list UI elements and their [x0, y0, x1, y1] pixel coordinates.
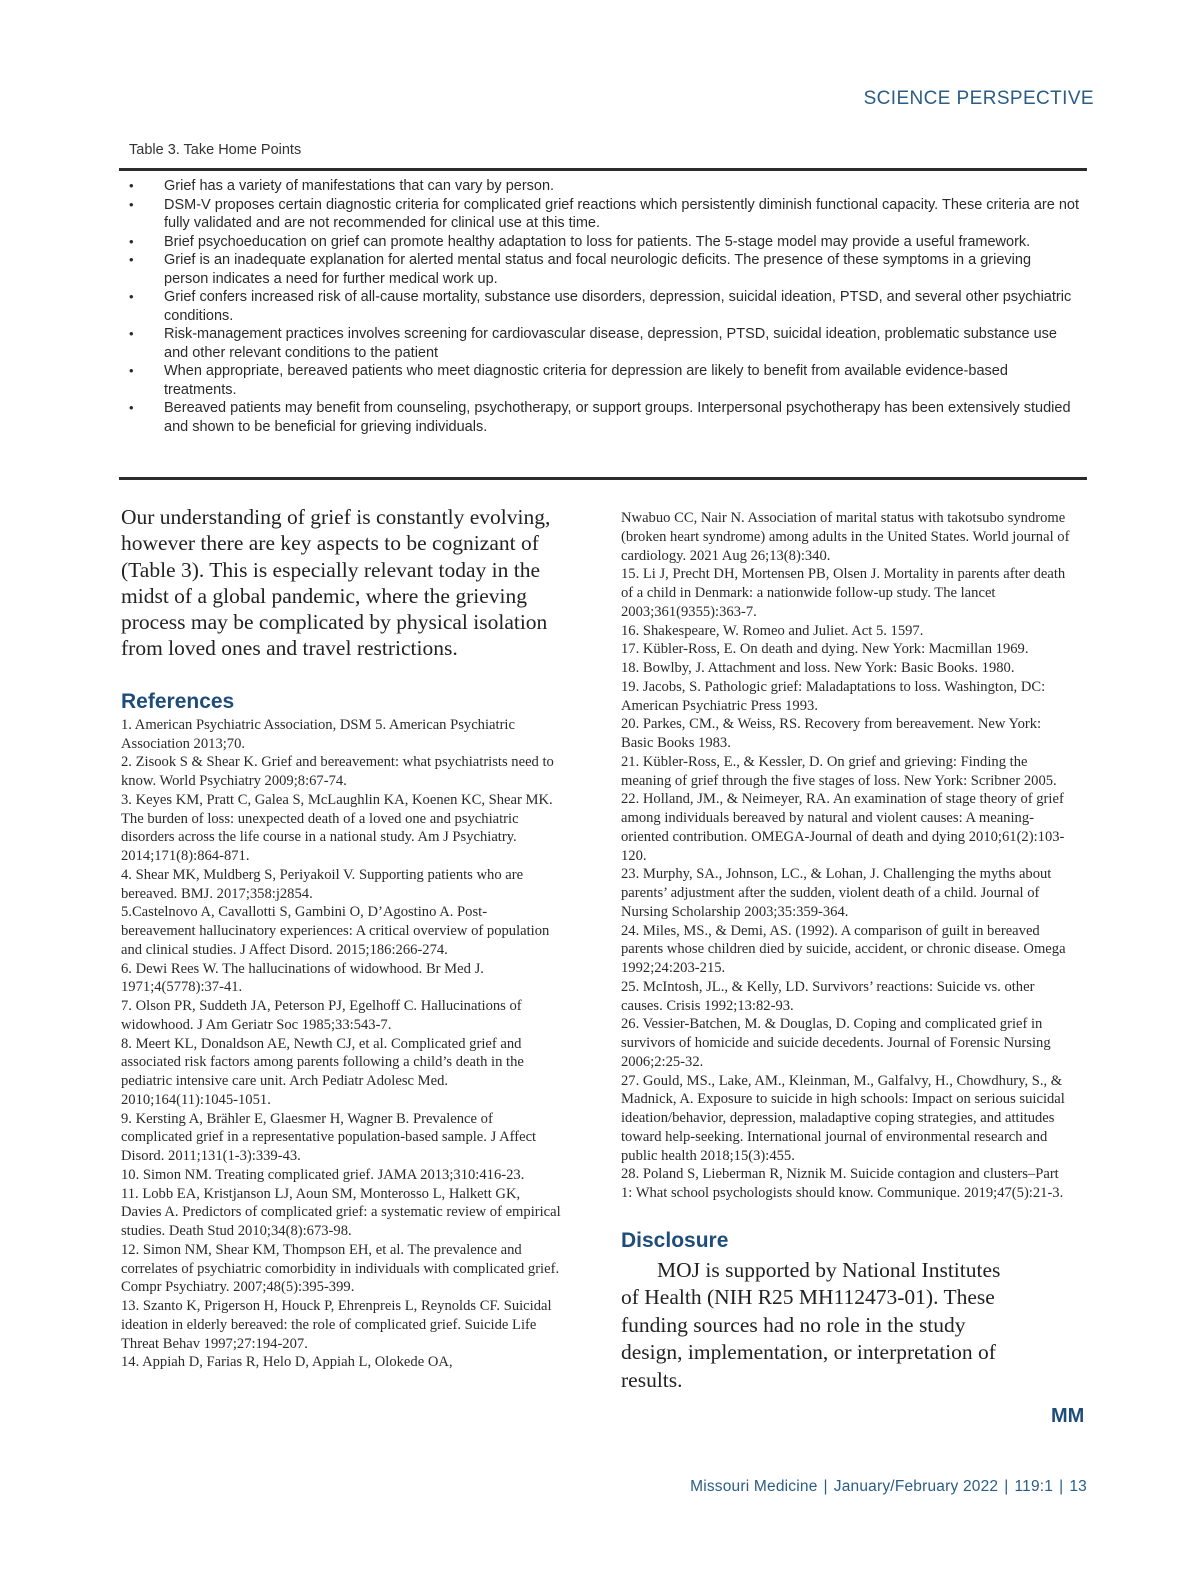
footer-separator: |	[823, 1478, 828, 1495]
reference-item: 23. Murphy, SA., Johnson, LC., & Lohan, J. Challenging the myths about parents’ adjustment after the sudden, violent death of a child. Journal of Nursing Scholarship 2003;35:359-364.	[621, 866, 1052, 920]
bullet-icon: •	[129, 289, 134, 304]
reference-item: Nwabuo CC, Nair N. Association of marital status with takotsubo syndrome (broken heart syndrome) among adults in the United States. World journal of cardiology. 2021 Aug 26;13(8):340.	[621, 510, 1070, 564]
take-home-point: • Grief confers increased risk of all-cause mortality, substance use disorders, depression, suicidal ideation, PTSD, and several other psychiatric conditions.	[129, 289, 1072, 324]
take-home-point: • Brief psychoeducation on grief can promote healthy adaptation to loss for patients. The 5-stage model may provide a useful framework.	[129, 233, 1031, 250]
table-top-rule	[119, 168, 1087, 171]
reference-item: 17. Kübler-Ross, E. On death and dying. New York: Macmillan 1969.	[621, 641, 1029, 658]
footer-issue-date: January/February 2022	[833, 1478, 999, 1495]
reference-item: 21. Kübler-Ross, E., & Kessler, D. On grief and grieving: Finding the meaning of grief through the five stages of loss. New York: Scribner 2005.	[621, 753, 1057, 789]
reference-item: 9. Kersting A, Brähler E, Glaesmer H, Wagner B. Prevalence of complicated grief in a representative population-based sample. J Affect Disord. 2011;131(1-3):339-43.	[121, 1110, 537, 1165]
bullet-icon: •	[129, 252, 134, 267]
reference-item: 7. Olson PR, Suddeth JA, Peterson PJ, Egelhoff C. Hallucinations of widowhood. J Am Geriatr Soc 1985;33:543-7.	[121, 998, 522, 1033]
reference-item: 11. Lobb EA, Kristjanson LJ, Aoun SM, Monterosso L, Halkett GK, Davies A. Predictors of complicated grief: a systematic review of empirical studies. Death Stud 2010;34(8):673-98.	[121, 1185, 561, 1240]
reference-item: 2. Zisook S & Shear K. Grief and bereavement: what psychiatrists need to know. World Psychiatry 2009;8:67-74.	[121, 754, 554, 790]
footer-journal: Missouri Medicine	[690, 1478, 818, 1495]
reference-item: 13. Szanto K, Prigerson H, Houck P, Ehrenpreis L, Reynolds CF. Suicidal ideation in elderly bereaved: the role of complicated grief. Suicide Life Threat Behav 1997;27:194-207.	[121, 1298, 552, 1352]
reference-item: 26. Vessier-Batchen, M. & Douglas, D. Coping and complicated grief in survivors of homicide and suicide decedents. Journal of Forensic Nursing 2006;2:25-32.	[621, 1016, 1051, 1070]
left-column	[121, 504, 561, 1372]
take-home-point: • Grief is an inadequate explanation for alerted mental status and focal neurologic deficits. The presence of these symptoms in a grieving person indicates a need for further medical work up.	[129, 252, 1032, 287]
take-home-point: • Grief has a variety of manifestations that can vary by person.	[129, 178, 555, 194]
take-home-point: • Bereaved patients may benefit from counseling, psychotherapy, or support groups. Interpersonal psychotherapy has been extensively studied and shown to be beneficial for grieving individuals.	[129, 400, 1071, 435]
reference-item: 24. Miles, MS., & Demi, AS. (1992). A comparison of guilt in bereaved parents whose children died by suicide, accident, or chronic disease. Omega 1992;24:203-215.	[621, 922, 1066, 976]
reference-item: 19. Jacobs, S. Pathologic grief: Maladaptations to loss. Washington, DC: American Psychiatric Press 1993.	[621, 678, 1046, 714]
reference-item: 3. Keyes KM, Pratt C, Galea S, McLaughlin KA, Koenen KC, Shear MK. The burden of loss: unexpected death of a loved one and psychiatric disorders across the life course in a national study. Am J Psychiatry. 2014;171(8):864-871.	[121, 791, 553, 865]
references-list-right	[621, 509, 1071, 1203]
reference-item: 16. Shakespeare, W. Romeo and Juliet. Act 5. 1597.	[621, 622, 924, 639]
reference-item: 1. American Psychiatric Association, DSM 5. American Psychiatric Association 2013;70.	[121, 716, 515, 752]
reference-item: 8. Meert KL, Donaldson AE, Newth CJ, et al. Complicated grief and associated risk factors among parents following a child’s death in the pediatric intensive care unit. Arch Pediatr Adolesc Med. 2010;164(11):1045-1051.	[121, 1035, 524, 1108]
reference-item: 28. Poland S, Lieberman R, Niznik M. Suicide contagion and clusters–Part 1: What school psychologists should know. Communique. 2019;47(5):21-3.	[621, 1166, 1064, 1201]
footer-separator: |	[1004, 1478, 1009, 1495]
reference-item: 20. Parkes, CM., & Weiss, RS. Recovery from bereavement. New York: Basic Books 1983.	[621, 716, 1042, 751]
bullet-icon: •	[129, 196, 134, 212]
reference-item: 5.Castelnovo A, Cavallotti S, Gambini O, D’Agostino A. Post-bereavement hallucinatory experiences: A critical overview of population and clinical studies. J Affect Disord. 2015;186:266-274.	[121, 904, 550, 958]
take-home-points-list	[129, 177, 1079, 436]
disclosure-text: MOJ is supported by National Institutes of Health (NIH R25 MH112473-01). These funding sources had no role in the study design, implementation, or interpretation of results.	[621, 1257, 1001, 1392]
bullet-icon: •	[129, 363, 134, 378]
reference-item: 27. Gould, MS., Lake, AM., Kleinman, M., Galfalvy, H., Chowdhury, S., & Madnick, A. Exposure to suicide in high schools: Impact on serious suicidal ideation/behavior, depression, maladaptive coping strategies, and attitudes toward help-seeking. International journal of environmental research and public health 2018;15(3):455.	[621, 1072, 1065, 1164]
references-heading: References	[121, 689, 235, 713]
reference-item: 15. Li J, Precht DH, Mortensen PB, Olsen J. Mortality in parents after death of a child in Denmark: a nationwide follow-up study. The lancet 2003;361(9355):363-7.	[621, 566, 1066, 620]
bullet-icon: •	[129, 178, 134, 193]
references-list-left	[121, 716, 561, 1372]
table-bottom-rule	[119, 477, 1087, 480]
footer-volume-issue: 119:1	[1014, 1478, 1054, 1495]
intro-paragraph: Our understanding of grief is constantly evolving, however there are key aspects to be cognizant of (Table 3). This is especially relevant today in the midst of a global pandemic, where the grieving process may be complicated by physical isolation from loved ones and travel restrictions.	[121, 505, 551, 661]
reference-item: 12. Simon NM, Shear KM, Thompson EH, et al. The prevalence and correlates of psychiatric comorbidity in individuals with complicated grief. Compr Psychiatry. 2007;48(5):395-399.	[121, 1241, 560, 1296]
reference-item: 25. McIntosh, JL., & Kelly, LD. Survivors’ reactions: Suicide vs. other causes. Crisis 1992;13:82-93.	[621, 978, 1035, 1014]
reference-item: 18. Bowlby, J. Attachment and loss. New York: Basic Books. 1980.	[621, 660, 1015, 676]
bullet-icon: •	[129, 400, 134, 415]
take-home-point: • DSM-V proposes certain diagnostic criteria for complicated grief reactions which persistently diminish functional capacity. These criteria are not fully validated and are not recommended for clinical use at this time.	[129, 196, 1079, 231]
reference-item: 4. Shear MK, Muldberg S, Periyakoil V. Supporting patients who are bereaved. BMJ. 2017;358:j2854.	[121, 866, 524, 902]
right-column	[621, 507, 1071, 1394]
reference-item: 10. Simon NM. Treating complicated grief. JAMA 2013;310:416-23.	[121, 1166, 525, 1183]
page-footer	[690, 1478, 1087, 1496]
take-home-point: • Risk-management practices involves screening for cardiovascular disease, depression, PTSD, suicidal ideation, problematic substance use and other relevant conditions to the patient	[129, 326, 1057, 361]
reference-item: 6. Dewi Rees W. The hallucinations of widowhood. Br Med J. 1971;4(5778):37-41.	[121, 960, 484, 996]
bullet-icon: •	[129, 326, 134, 341]
footer-page-number: 13	[1069, 1478, 1087, 1495]
end-mark-logo: MM	[1051, 1405, 1085, 1427]
bullet-icon: •	[129, 233, 134, 249]
section-label: SCIENCE PERSPECTIVE	[863, 88, 1094, 109]
footer-separator: |	[1059, 1478, 1064, 1495]
reference-item: 14. Appiah D, Farias R, Helo D, Appiah L, Olokede OA,	[121, 1354, 453, 1371]
disclosure-heading: Disclosure	[621, 1228, 729, 1252]
take-home-point: • When appropriate, bereaved patients who meet diagnostic criteria for depression are likely to benefit from available evidence-based treatments.	[129, 363, 1008, 398]
reference-item: 22. Holland, JM., & Neimeyer, RA. An examination of stage theory of grief among individuals bereaved by natural and violent causes: A meaning-oriented contribution. OMEGA-Journal of death and dying 2010;61(2):103-120.	[621, 791, 1065, 864]
table-caption: Table 3. Take Home Points	[129, 142, 302, 158]
